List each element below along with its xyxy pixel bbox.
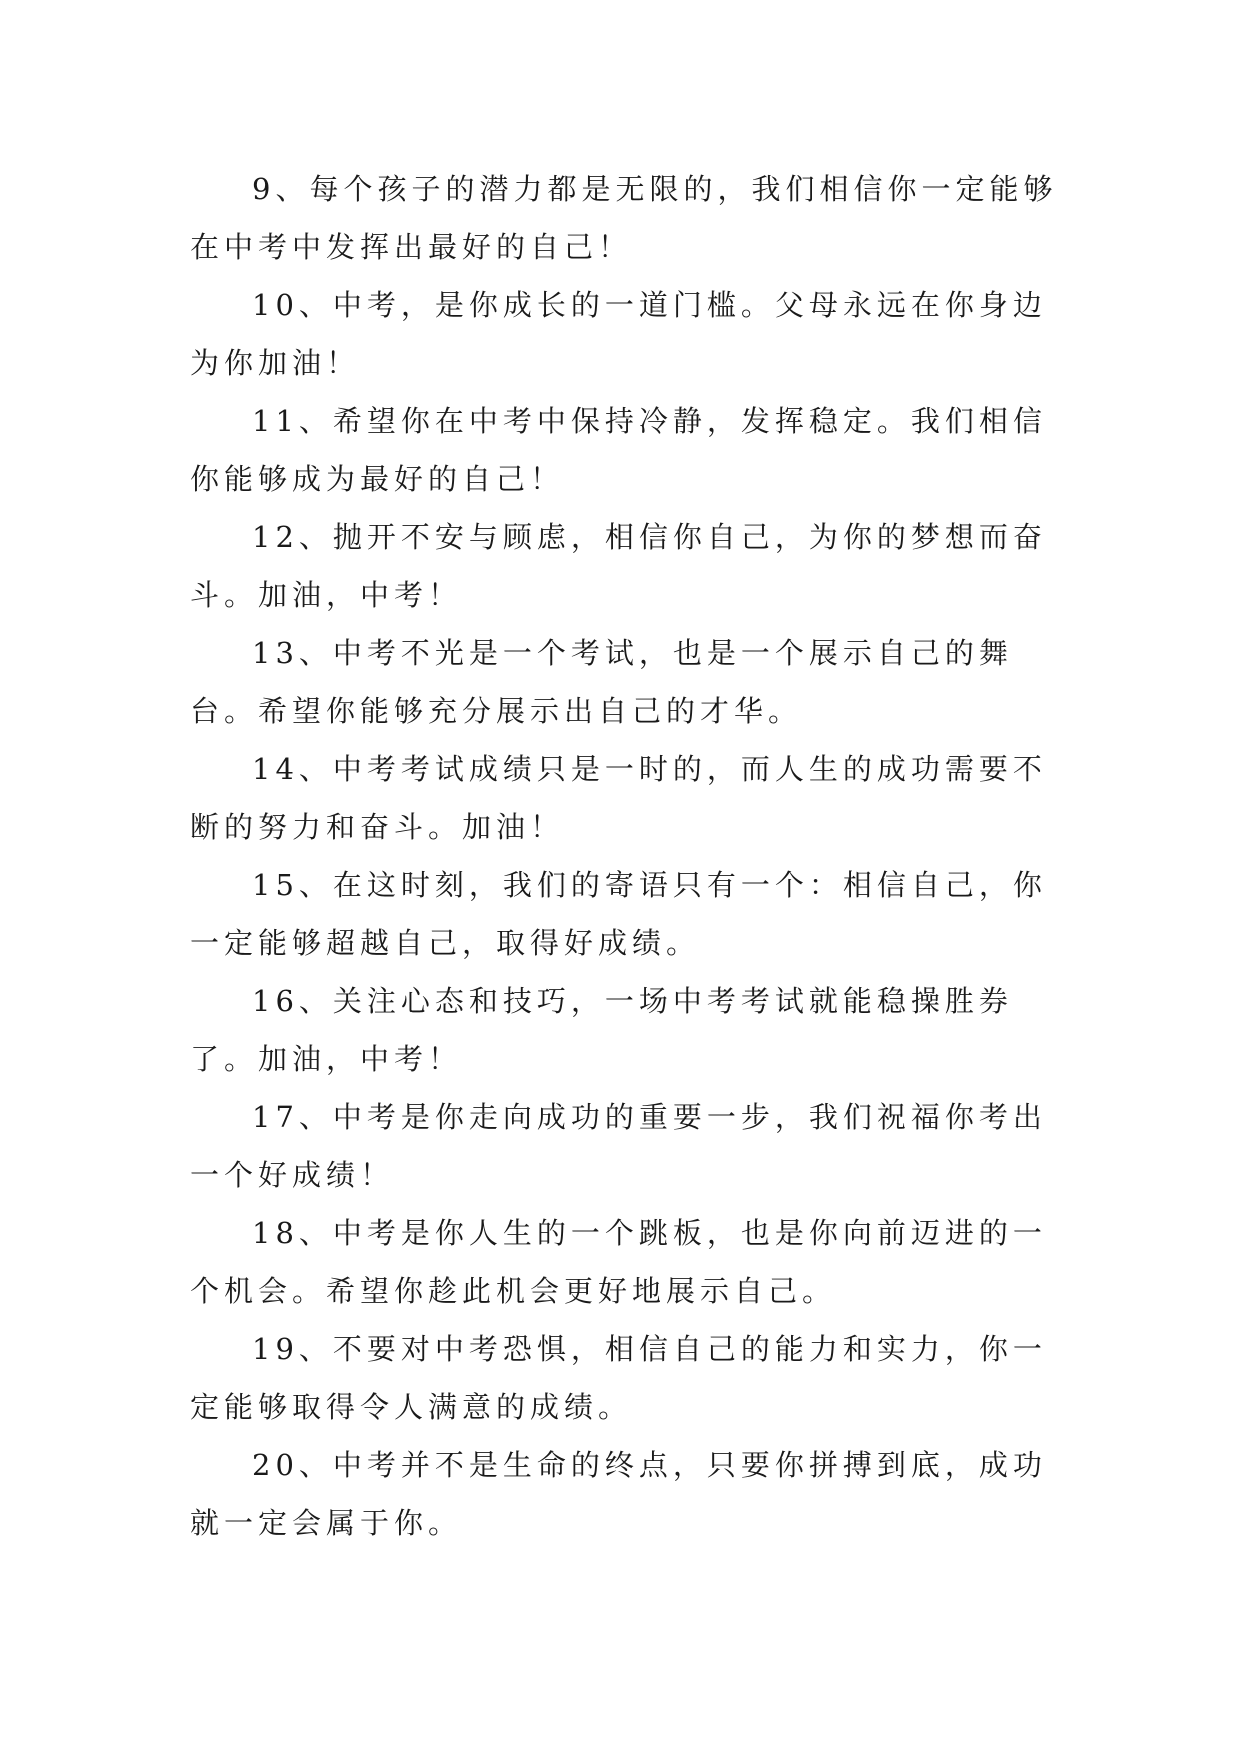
paragraph-11 — [190, 392, 1070, 508]
paragraph-text-cont: 机会。希望你趁此机会更好地展示自己。 — [224, 1274, 837, 1308]
paragraph-9 — [190, 160, 1070, 276]
paragraph-text: 13、中考不光是一个考试，也是一个展示自己的舞台。 — [190, 636, 1013, 728]
paragraph-text: 16、关注心态和技巧，一场中考考试就能稳操胜券了。 — [190, 984, 1013, 1076]
paragraph-19 — [190, 1320, 1070, 1436]
paragraph-text: 19、不要对中考恐惧，相信自己的能力和实力，你一定 — [190, 1332, 1047, 1424]
paragraph-text: 11、希望你在中考中保持冷静，发挥稳定。我们相信你 — [190, 404, 1047, 496]
paragraph-text-cont: 在中考中发挥出最好的自己！ — [190, 230, 633, 264]
paragraph-16 — [190, 972, 1070, 1088]
paragraph-text-cont: 的努力和奋斗。加油！ — [224, 810, 565, 844]
paragraph-text-cont: 加油，中考！ — [258, 1042, 463, 1076]
paragraph-text-cont: 定能够超越自己，取得好成绩。 — [224, 926, 701, 960]
paragraph-text-cont: 能够成为最好的自己！ — [224, 462, 565, 496]
paragraph-text: 14、中考考试成绩只是一时的，而人生的成功需要不断 — [190, 752, 1047, 844]
paragraph-18 — [190, 1204, 1070, 1320]
paragraph-15 — [190, 856, 1070, 972]
paragraph-20 — [190, 1436, 1070, 1552]
paragraph-text: 18、中考是你人生的一个跳板，也是你向前迈进的一个 — [190, 1216, 1047, 1308]
paragraph-text: 15、在这时刻，我们的寄语只有一个：相信自己，你一 — [190, 868, 1047, 960]
paragraph-text: 12、抛开不安与顾虑，相信你自己，为你的梦想而奋斗。 — [190, 520, 1047, 612]
paragraph-12 — [190, 508, 1070, 624]
paragraph-text-cont: 个好成绩！ — [224, 1158, 395, 1192]
paragraph-text: 10、中考，是你成长的一道门槛。父母永远在你身边为 — [190, 288, 1047, 380]
paragraph-10 — [190, 276, 1070, 392]
paragraph-text-cont: 你加油！ — [224, 346, 361, 380]
paragraph-14 — [190, 740, 1070, 856]
paragraph-13 — [190, 624, 1070, 740]
paragraph-text-cont: 希望你能够充分展示出自己的才华。 — [258, 694, 803, 728]
paragraph-17 — [190, 1088, 1070, 1204]
document-body — [190, 160, 1070, 1552]
paragraph-text: 9、每个孩子的潜力都是无限的，我们相信你一定能够 — [252, 172, 1058, 206]
paragraph-text-cont: 一定会属于你。 — [224, 1506, 463, 1540]
paragraph-text: 20、中考并不是生命的终点，只要你拼搏到底，成功就 — [190, 1448, 1047, 1540]
paragraph-text-cont: 能够取得令人满意的成绩。 — [224, 1390, 633, 1424]
paragraph-text-cont: 加油，中考！ — [258, 578, 463, 612]
paragraph-text: 17、中考是你走向成功的重要一步，我们祝福你考出一 — [190, 1100, 1047, 1192]
